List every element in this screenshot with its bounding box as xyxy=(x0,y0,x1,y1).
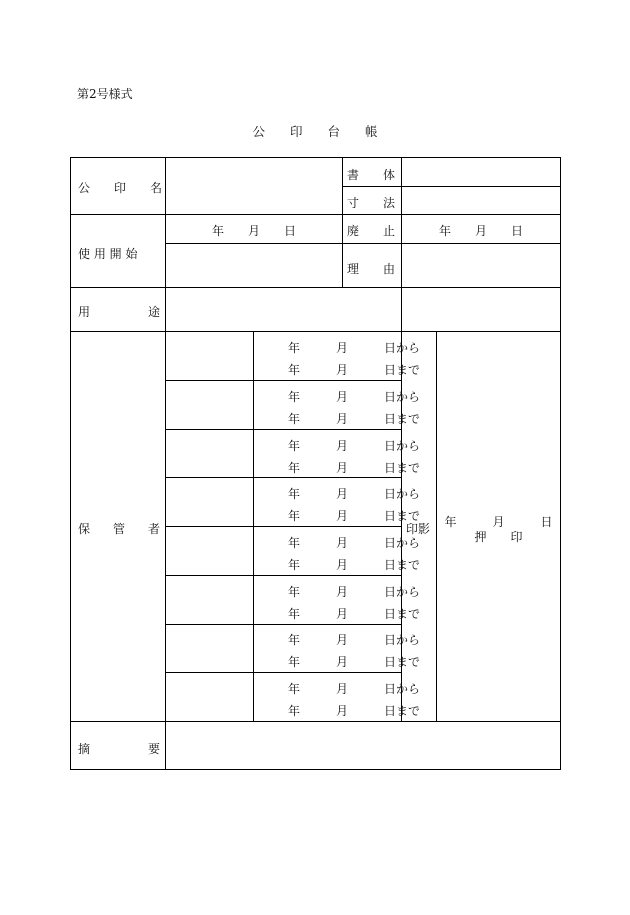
row-divider-1 xyxy=(70,214,561,215)
row-divider-4 xyxy=(70,721,561,722)
period-from-8: 年 月 日から xyxy=(288,682,421,696)
top-inner-divider-a xyxy=(342,157,343,287)
reason-label: 理 由 xyxy=(347,262,396,276)
period-from-1: 年 月 日から xyxy=(288,341,421,355)
dimensions-label: 寸 法 xyxy=(347,196,396,210)
seal-name-label: 公 印 名 xyxy=(78,181,163,195)
period-to-2: 年 月 日まで xyxy=(288,412,421,426)
seal-ledger-table xyxy=(70,157,561,770)
table-border-top xyxy=(70,157,561,158)
date-row-divider xyxy=(165,243,561,244)
period-from-7: 年 月 日から xyxy=(288,633,421,647)
impress-label: 押 印 xyxy=(474,530,523,544)
period-to-7: 年 月 日まで xyxy=(288,655,421,669)
period-to-6: 年 月 日まで xyxy=(288,607,421,621)
custodian-row-4 xyxy=(165,526,402,527)
period-from-6: 年 月 日から xyxy=(288,585,421,599)
custodian-row-3 xyxy=(165,477,402,478)
custodian-label-3: 者 xyxy=(148,522,161,536)
custodian-row-7 xyxy=(165,672,402,673)
table-border-bottom xyxy=(70,769,561,770)
form-number: 第2号様式 xyxy=(77,87,133,101)
period-to-8: 年 月 日まで xyxy=(288,704,421,718)
purpose-label-start: 用 xyxy=(78,305,91,319)
period-from-3: 年 月 日から xyxy=(288,439,421,453)
purpose-divider xyxy=(401,287,402,331)
typeface-label: 書 体 xyxy=(347,168,396,182)
period-from-4: 年 月 日から xyxy=(288,487,421,501)
table-border-right xyxy=(560,157,561,770)
imprint-label: 印影 xyxy=(406,522,431,536)
row-divider-2 xyxy=(70,287,561,288)
row-divider-3 xyxy=(70,331,561,332)
period-to-3: 年 月 日まで xyxy=(288,461,421,475)
use-start-date: 年 月 日 xyxy=(211,224,296,238)
purpose-label-end: 途 xyxy=(148,305,161,319)
summary-label-start: 摘 xyxy=(78,742,91,756)
period-from-2: 年 月 日から xyxy=(288,390,421,404)
custodian-row-5 xyxy=(165,575,402,576)
period-to-5: 年 月 日まで xyxy=(288,558,421,572)
custodian-label-1: 保 xyxy=(78,522,91,536)
period-to-4: 年 月 日まで xyxy=(288,509,421,523)
period-from-5: 年 月 日から xyxy=(288,536,421,550)
custodian-label-2: 管 xyxy=(113,522,126,536)
label-column-divider xyxy=(165,157,166,770)
abolition-date: 年 月 日 xyxy=(438,224,523,238)
use-start-label: 使 用 開 始 xyxy=(78,247,138,261)
impress-date: 年 月 日 xyxy=(444,515,553,529)
typeface-divider xyxy=(342,186,561,187)
custodian-row-1 xyxy=(165,380,402,381)
period-to-1: 年 月 日まで xyxy=(288,363,421,377)
page-title: 公 印 台 帳 xyxy=(252,124,378,139)
table-border-left xyxy=(70,157,71,770)
summary-label-end: 要 xyxy=(148,742,161,756)
custodian-row-6 xyxy=(165,624,402,625)
abolition-label: 廃 止 xyxy=(347,224,396,238)
custodian-row-2 xyxy=(165,429,402,430)
